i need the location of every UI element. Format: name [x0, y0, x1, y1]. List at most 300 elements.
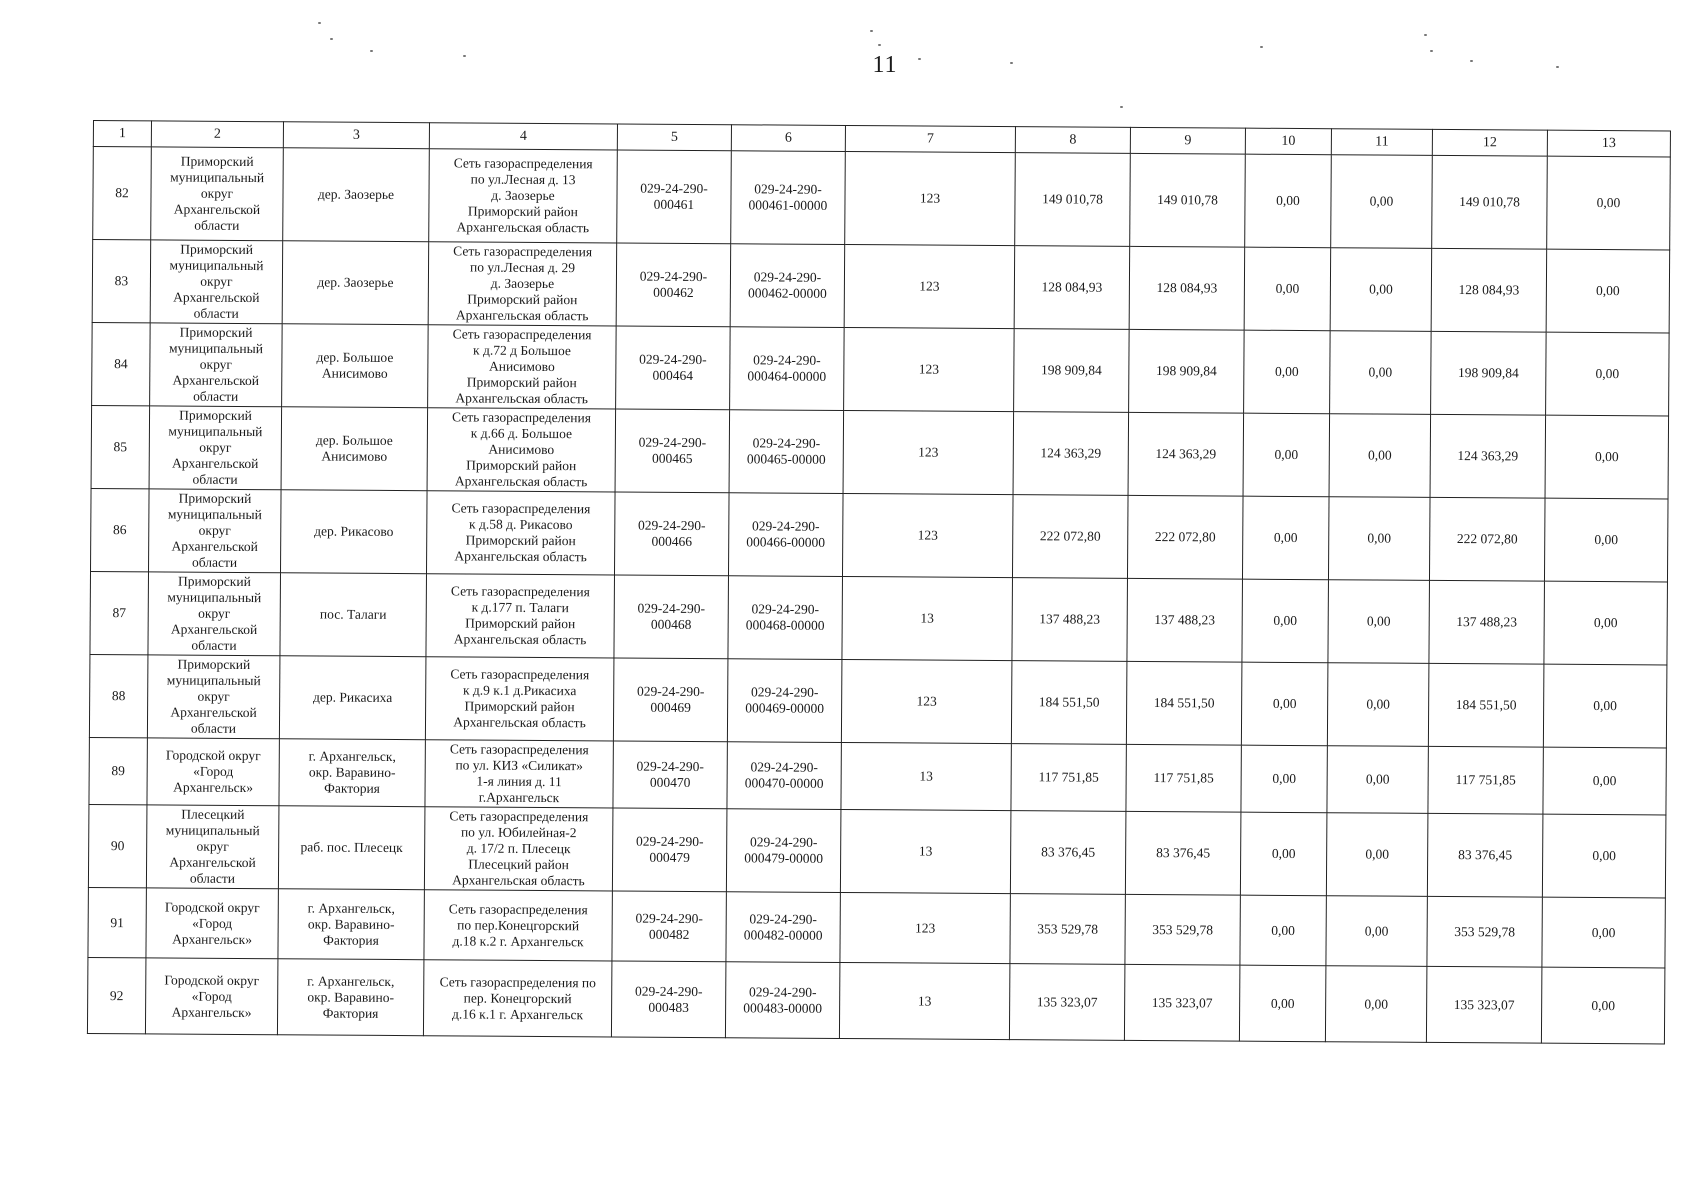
cell-text-line: Архангельской — [171, 455, 259, 472]
cell-text-line: Сеть газораспределения по — [439, 973, 596, 990]
locality-cell — [278, 806, 425, 890]
registration-number-cell — [617, 150, 732, 244]
table-row — [88, 887, 1665, 967]
owner-cell — [149, 489, 282, 573]
owner-cell — [145, 958, 278, 1035]
row-number-cell: 85 — [91, 405, 150, 488]
value-col12-cell: 353 529,78 — [1427, 896, 1542, 967]
scan-speck — [330, 38, 333, 40]
scan-speck — [1260, 46, 1263, 48]
cell-text-line: к д.58 д. Рикасово — [469, 516, 573, 533]
sub-number-cell — [725, 962, 840, 1039]
cell-text-line: д.18 к.2 г. Архангельск — [452, 932, 584, 949]
cell-text-line: Сеть газораспределения — [450, 666, 590, 683]
scan-speck — [1556, 66, 1559, 68]
column-number: 9 — [1130, 127, 1245, 154]
cell-text-line: муниципальный — [168, 423, 263, 440]
column-number: 1 — [93, 121, 151, 147]
value-col9-cell: 198 909,84 — [1129, 329, 1245, 413]
object-name-cell — [424, 890, 612, 961]
cell-text-line: Плесецкий — [181, 806, 245, 823]
object-name-cell — [426, 574, 615, 658]
cell-text-line: Архангельская область — [454, 548, 587, 565]
table-row — [91, 405, 1669, 498]
cell-text-line: 000470 — [649, 774, 691, 790]
code-cell: 123 — [845, 151, 1016, 245]
cell-text-line: по пер.Конецгорский — [457, 916, 580, 933]
scan-speck — [1120, 106, 1123, 108]
scan-speck — [1470, 60, 1473, 62]
sub-number-cell — [727, 659, 842, 743]
value-col8-cell: 149 010,78 — [1015, 153, 1131, 247]
sub-number-cell — [728, 493, 843, 577]
row-number-cell: 87 — [90, 571, 149, 654]
cell-text-line: 029-24-290- — [753, 269, 822, 285]
column-number: 6 — [731, 125, 845, 152]
value-col13-cell: 0,00 — [1542, 814, 1666, 898]
locality-cell — [281, 407, 428, 491]
table-row — [88, 804, 1666, 897]
locality-cell — [283, 148, 430, 242]
value-col9-cell: 137 488,23 — [1127, 578, 1243, 662]
cell-text-line: 029-24-290- — [752, 518, 820, 534]
locality-cell — [279, 656, 426, 740]
cell-text-line: Сеть газораспределения — [453, 155, 593, 172]
cell-text-line: Приморский — [179, 407, 252, 424]
code-cell: 13 — [842, 576, 1013, 660]
cell-text-line: 029-24-290- — [753, 352, 821, 368]
column-number: 4 — [429, 123, 617, 150]
scan-speck — [318, 22, 321, 24]
cell-text-line: 000482-00000 — [743, 926, 823, 943]
cell-text-line: Приморский — [180, 153, 254, 170]
cell-text-line: Архангельской — [173, 201, 261, 218]
cell-text-line: Анисимово — [321, 365, 388, 381]
cell-text-line: Сеть газораспределения — [453, 243, 593, 260]
value-col10-cell: 0,00 — [1241, 662, 1328, 746]
value-col8-cell: 124 363,29 — [1013, 412, 1129, 496]
value-col8-cell: 128 084,93 — [1014, 246, 1130, 330]
cell-text-line: округ — [198, 605, 231, 621]
scan-speck — [1010, 62, 1013, 64]
value-col13-cell: 0,00 — [1545, 415, 1669, 499]
cell-text-line: 029-24-290- — [752, 435, 821, 451]
cell-text-line: 000464 — [652, 367, 694, 383]
value-col8-cell: 353 529,78 — [1010, 894, 1125, 965]
code-cell: 123 — [840, 892, 1010, 963]
value-col9-cell: 184 551,50 — [1126, 661, 1242, 745]
cell-text-line: 029-24-290- — [638, 434, 707, 451]
row-number-cell: 92 — [87, 957, 146, 1033]
registration-number-cell — [613, 658, 728, 742]
locality-cell — [279, 739, 425, 807]
registration-number-cell — [612, 891, 726, 962]
object-name-cell — [425, 657, 614, 741]
value-col12-cell: 83 376,45 — [1427, 813, 1543, 897]
sub-number-cell — [726, 892, 840, 963]
sub-number-cell — [730, 327, 845, 411]
value-col13-cell: 0,00 — [1546, 249, 1670, 333]
cell-text-line: округ — [200, 273, 233, 289]
cell-text-line: округ — [200, 185, 234, 201]
cell-text-line: Сеть газораспределения — [452, 326, 592, 343]
column-number: 7 — [845, 125, 1015, 152]
object-name-cell — [425, 740, 613, 808]
registration-number-cell — [613, 741, 727, 809]
value-col12-cell: 117 751,85 — [1428, 746, 1543, 814]
object-name-cell — [429, 149, 618, 243]
cell-text-line: Архангельск» — [173, 779, 254, 796]
cell-text-line: «Город — [193, 763, 234, 779]
cell-text-line: 000479 — [649, 849, 690, 865]
registry-body — [87, 121, 1670, 1044]
column-number: 12 — [1432, 129, 1547, 156]
cell-text-line: 000483 — [648, 999, 689, 1015]
cell-text-line: муниципальный — [167, 589, 262, 606]
value-col12-cell: 137 488,23 — [1429, 580, 1545, 664]
cell-text-line: к д.72 д Большое — [473, 342, 571, 359]
cell-text-line: окр. Варавино- — [307, 988, 395, 1005]
owner-cell — [147, 738, 279, 806]
value-col12-cell: 184 551,50 — [1428, 663, 1544, 747]
cell-text-line: 000479-00000 — [744, 850, 824, 866]
cell-text-line: Архангельской — [170, 621, 258, 638]
cell-text-line: Приморский — [178, 573, 251, 590]
cell-text-line: раб. пос. Плесецк — [300, 839, 403, 856]
cell-text-line: Архангельская область — [453, 714, 586, 731]
value-col12-cell: 149 010,78 — [1432, 155, 1548, 249]
cell-text-line: Анисимово — [488, 441, 555, 458]
value-col13-cell: 0,00 — [1546, 332, 1670, 416]
cell-text-line: д.16 к.1 г. Архангельск — [452, 1005, 584, 1022]
cell-text-line: Сеть газораспределения — [452, 409, 592, 426]
cell-text-line: пер. Конецгорский — [463, 989, 572, 1006]
row-number-cell: 91 — [88, 887, 146, 957]
table-row — [92, 322, 1670, 415]
value-col11-cell: 0,00 — [1331, 155, 1433, 249]
cell-text-line: области — [191, 637, 237, 653]
object-name-cell — [428, 242, 617, 326]
owner-cell — [148, 572, 281, 656]
cell-text-line: к д.66 д. Большое — [470, 425, 573, 442]
cell-text-line: Сеть газораспределения — [449, 808, 589, 825]
cell-text-line: по ул. Юбилейная-2 — [460, 824, 577, 841]
scan-speck — [870, 30, 873, 32]
value-col10-cell: 0,00 — [1240, 895, 1326, 966]
cell-text-line: окр. Варавино- — [307, 915, 395, 932]
cell-text-line: 029-24-290- — [635, 833, 704, 850]
owner-cell — [150, 240, 283, 324]
cell-text-line: Приморский район — [467, 291, 578, 308]
cell-text-line: Приморский — [177, 656, 251, 673]
value-col10-cell: 0,00 — [1241, 745, 1327, 813]
locality-cell — [282, 324, 429, 408]
cell-text-line: 029-24-290- — [748, 983, 817, 1000]
value-col11-cell: 0,00 — [1327, 663, 1429, 747]
cell-text-line: Приморский район — [467, 203, 578, 220]
value-col10-cell: 0,00 — [1240, 812, 1327, 896]
cell-text-line: области — [193, 388, 239, 404]
cell-text-line: Архангельская область — [455, 307, 589, 324]
value-col8-cell: 117 751,85 — [1011, 744, 1126, 812]
cell-text-line: области — [194, 217, 240, 233]
cell-text-line: 029-24-290- — [639, 351, 707, 368]
row-number-cell: 88 — [89, 654, 148, 737]
value-col11-cell: 0,00 — [1326, 896, 1427, 967]
table-row — [89, 654, 1667, 747]
value-col11-cell: 0,00 — [1327, 746, 1428, 814]
row-number-cell: 82 — [93, 147, 152, 240]
cell-text-line: муниципальный — [165, 822, 260, 839]
owner-cell — [146, 805, 279, 889]
cell-text-line: 029-24-290- — [634, 983, 703, 999]
value-col12-cell: 128 084,93 — [1431, 248, 1547, 332]
cell-text-line: муниципальный — [166, 672, 261, 689]
cell-text-line: 000468-00000 — [745, 617, 825, 633]
cell-text-line: Сеть газораспределения — [448, 900, 588, 917]
cell-text-line: Архангельск» — [171, 1004, 252, 1020]
value-col11-cell: 0,00 — [1330, 248, 1432, 332]
row-number-cell: 90 — [88, 804, 147, 887]
value-col13-cell: 0,00 — [1547, 156, 1671, 250]
cell-text-line: 000465-00000 — [746, 451, 826, 467]
cell-text-line: Архангельская область — [452, 872, 585, 889]
value-col9-cell: 117 751,85 — [1126, 744, 1241, 812]
code-cell: 123 — [844, 244, 1015, 328]
column-number: 13 — [1547, 130, 1670, 157]
cell-text-line: Архангельской — [169, 854, 256, 871]
cell-text-line: Приморский район — [466, 374, 577, 391]
column-number: 2 — [151, 121, 283, 148]
registration-number-cell — [611, 961, 726, 1038]
value-col13-cell: 0,00 — [1543, 747, 1666, 815]
cell-text-line: 029-24-290- — [750, 759, 819, 775]
cell-text-line: Анисимово — [488, 358, 555, 375]
locality-cell — [280, 573, 427, 657]
value-col13-cell: 0,00 — [1541, 967, 1665, 1044]
cell-text-line: 000468 — [650, 616, 692, 632]
cell-text-line: Анисимово — [321, 448, 388, 464]
cell-text-line: Архангельской — [172, 372, 260, 389]
registration-number-cell — [612, 808, 727, 892]
table-row — [92, 240, 1670, 333]
cell-text-line: 029-24-290- — [754, 181, 822, 197]
cell-text-line: по ул. КИЗ «Силикат» — [455, 757, 584, 774]
code-cell: 123 — [841, 659, 1012, 743]
cell-text-line: муниципальный — [167, 506, 262, 523]
cell-text-line: Приморский район — [465, 615, 576, 632]
sub-number-cell — [729, 410, 844, 494]
code-cell: 123 — [842, 493, 1013, 577]
cell-text-line: «Город — [192, 915, 233, 931]
scan-speck — [1430, 50, 1433, 52]
value-col8-cell: 198 909,84 — [1014, 329, 1130, 413]
locality-cell — [278, 889, 424, 960]
cell-text-line: Сеть газораспределения — [450, 583, 590, 600]
cell-text-line: Приморский район — [466, 457, 577, 474]
value-col10-cell: 0,00 — [1244, 330, 1331, 414]
cell-text-line: Приморский район — [465, 532, 576, 549]
cell-text-line: 000483-00000 — [743, 999, 823, 1016]
column-number: 5 — [617, 124, 731, 151]
owner-cell — [149, 406, 282, 490]
cell-text-line: 000482 — [648, 926, 690, 942]
scan-speck — [370, 50, 373, 52]
cell-text-line: г. Архангельск, — [307, 899, 395, 916]
object-name-cell — [424, 807, 613, 891]
cell-text-line: 000466 — [651, 533, 693, 549]
locality-cell — [281, 490, 428, 574]
cell-text-line: дер. Заозерье — [317, 274, 394, 290]
code-cell: 13 — [841, 742, 1011, 810]
owner-cell — [150, 323, 283, 407]
table-row — [89, 737, 1666, 814]
cell-text-line: 029-24-290- — [750, 684, 819, 700]
cell-text-line: округ — [197, 688, 230, 704]
locality-cell — [277, 959, 424, 1036]
registration-number-cell — [614, 575, 729, 659]
value-col10-cell: 0,00 — [1242, 496, 1329, 580]
cell-text-line: по ул.Лесная д. 13 — [470, 171, 576, 188]
value-col10-cell: 0,00 — [1244, 247, 1331, 331]
cell-text-line: 029-24-290- — [636, 758, 705, 775]
value-col11-cell: 0,00 — [1328, 497, 1430, 581]
code-cell: 13 — [840, 809, 1011, 893]
registration-number-cell — [616, 243, 731, 327]
cell-text-line: по ул.Лесная д. 29 — [470, 259, 576, 276]
scan-speck — [463, 55, 466, 57]
object-name-cell — [426, 491, 615, 575]
value-col10-cell: 0,00 — [1245, 154, 1332, 248]
cell-text-line: 000462-00000 — [747, 285, 827, 301]
scan-speck — [878, 44, 881, 46]
value-col8-cell: 137 488,23 — [1012, 578, 1128, 662]
cell-text-line: к д.177 п. Талаги — [471, 599, 569, 616]
cell-text-line: «Город — [191, 988, 232, 1004]
cell-text-line: Архангельской — [170, 704, 257, 721]
value-col13-cell: 0,00 — [1544, 581, 1668, 665]
value-col8-cell: 222 072,80 — [1012, 495, 1128, 579]
value-col13-cell: 0,00 — [1544, 498, 1668, 582]
registry-table — [87, 120, 1671, 1044]
table-row — [90, 571, 1668, 664]
cell-text-line: 000470-00000 — [744, 775, 824, 791]
cell-text-line: дер. Большое — [316, 349, 394, 365]
cell-text-line: муниципальный — [168, 340, 264, 357]
sub-number-cell — [731, 151, 846, 245]
value-col11-cell: 0,00 — [1325, 966, 1427, 1043]
sub-number-cell — [728, 576, 843, 660]
table-row — [93, 147, 1671, 250]
cell-text-line: окр. Варавино- — [308, 764, 396, 781]
scan-speck — [1424, 34, 1427, 36]
cell-text-line: д. Заозерье — [491, 187, 555, 204]
value-col8-cell: 83 376,45 — [1010, 811, 1126, 895]
value-col12-cell: 198 909,84 — [1431, 331, 1547, 415]
column-number: 8 — [1015, 127, 1130, 154]
locality-cell — [282, 241, 429, 325]
cell-text-line: г. Архангельск, — [308, 748, 396, 765]
cell-text-line: 1-я линия д. 11 — [476, 773, 562, 790]
value-col11-cell: 0,00 — [1330, 331, 1432, 415]
cell-text-line: 000469 — [650, 699, 691, 715]
value-col10-cell: 0,00 — [1239, 965, 1326, 1042]
object-name-cell — [423, 960, 611, 1037]
sub-number-cell — [730, 244, 845, 328]
page-number: 11 — [872, 52, 898, 78]
value-col9-cell: 222 072,80 — [1127, 495, 1243, 579]
cell-text-line: Приморский — [178, 490, 252, 507]
cell-text-line: области — [192, 471, 238, 487]
cell-text-line: округ — [199, 439, 232, 455]
cell-text-line: 029-24-290- — [637, 600, 706, 617]
cell-text-line: Архангельской — [171, 538, 258, 555]
value-col10-cell: 0,00 — [1243, 413, 1330, 497]
cell-text-line: к д.9 к.1 д.Рикасиха — [462, 682, 577, 699]
cell-text-line: 029-24-290- — [639, 268, 708, 285]
value-col9-cell: 83 376,45 — [1125, 811, 1241, 895]
cell-text-line: Сеть газораспределения — [451, 500, 591, 517]
cell-text-line: Фактория — [324, 780, 380, 796]
code-cell: 123 — [844, 327, 1015, 411]
owner-cell — [146, 888, 278, 959]
value-col8-cell: 135 323,07 — [1009, 964, 1125, 1041]
column-number: 10 — [1245, 128, 1331, 155]
cell-text-line: области — [190, 720, 237, 736]
scan-speck — [918, 58, 921, 60]
cell-text-line: муниципальный — [170, 169, 265, 186]
cell-text-line: дер. Рикасиха — [313, 689, 393, 705]
value-col13-cell: 0,00 — [1542, 897, 1665, 968]
row-number-cell: 86 — [91, 488, 150, 571]
code-cell: 123 — [843, 410, 1014, 494]
cell-text-line: Фактория — [323, 932, 379, 948]
cell-text-line: Архангельская область — [456, 219, 590, 236]
registry-sheet — [87, 120, 1670, 1044]
cell-text-line: Плесецкий район — [468, 856, 569, 873]
cell-text-line: 029-24-290- — [751, 601, 820, 617]
cell-text-line: округ — [196, 838, 229, 854]
cell-text-line: г. Архангельск, — [307, 972, 395, 989]
value-col11-cell: 0,00 — [1328, 580, 1430, 664]
cell-text-line: д. Заозерье — [490, 275, 555, 292]
row-number-cell: 83 — [92, 240, 151, 323]
cell-text-line: Архангельская область — [453, 631, 587, 648]
cell-text-line: Архангельская область — [454, 473, 588, 490]
cell-text-line: г.Архангельск — [478, 789, 560, 806]
table-row — [91, 488, 1669, 581]
object-name-cell — [428, 325, 617, 409]
sub-number-cell — [727, 742, 841, 810]
cell-text-line: пос. Талаги — [319, 606, 387, 622]
row-number-cell: 84 — [92, 322, 151, 405]
cell-text-line: 000466-00000 — [746, 534, 826, 550]
cell-text-line: Приморский район — [464, 698, 575, 715]
object-name-cell — [427, 408, 616, 492]
cell-text-line: 029-24-290- — [638, 517, 706, 534]
value-col9-cell: 124 363,29 — [1128, 412, 1244, 496]
cell-text-line: 000465 — [651, 450, 693, 466]
cell-text-line: Сеть газораспределения — [449, 741, 589, 758]
cell-text-line: Архангельск» — [172, 931, 253, 947]
value-col12-cell: 135 323,07 — [1426, 966, 1542, 1043]
registration-number-cell — [615, 409, 730, 493]
owner-cell — [151, 147, 284, 241]
sub-number-cell — [726, 809, 841, 893]
cell-text-line: Городской округ — [165, 747, 261, 764]
value-col11-cell: 0,00 — [1329, 414, 1431, 498]
cell-text-line: 000469-00000 — [745, 700, 825, 716]
